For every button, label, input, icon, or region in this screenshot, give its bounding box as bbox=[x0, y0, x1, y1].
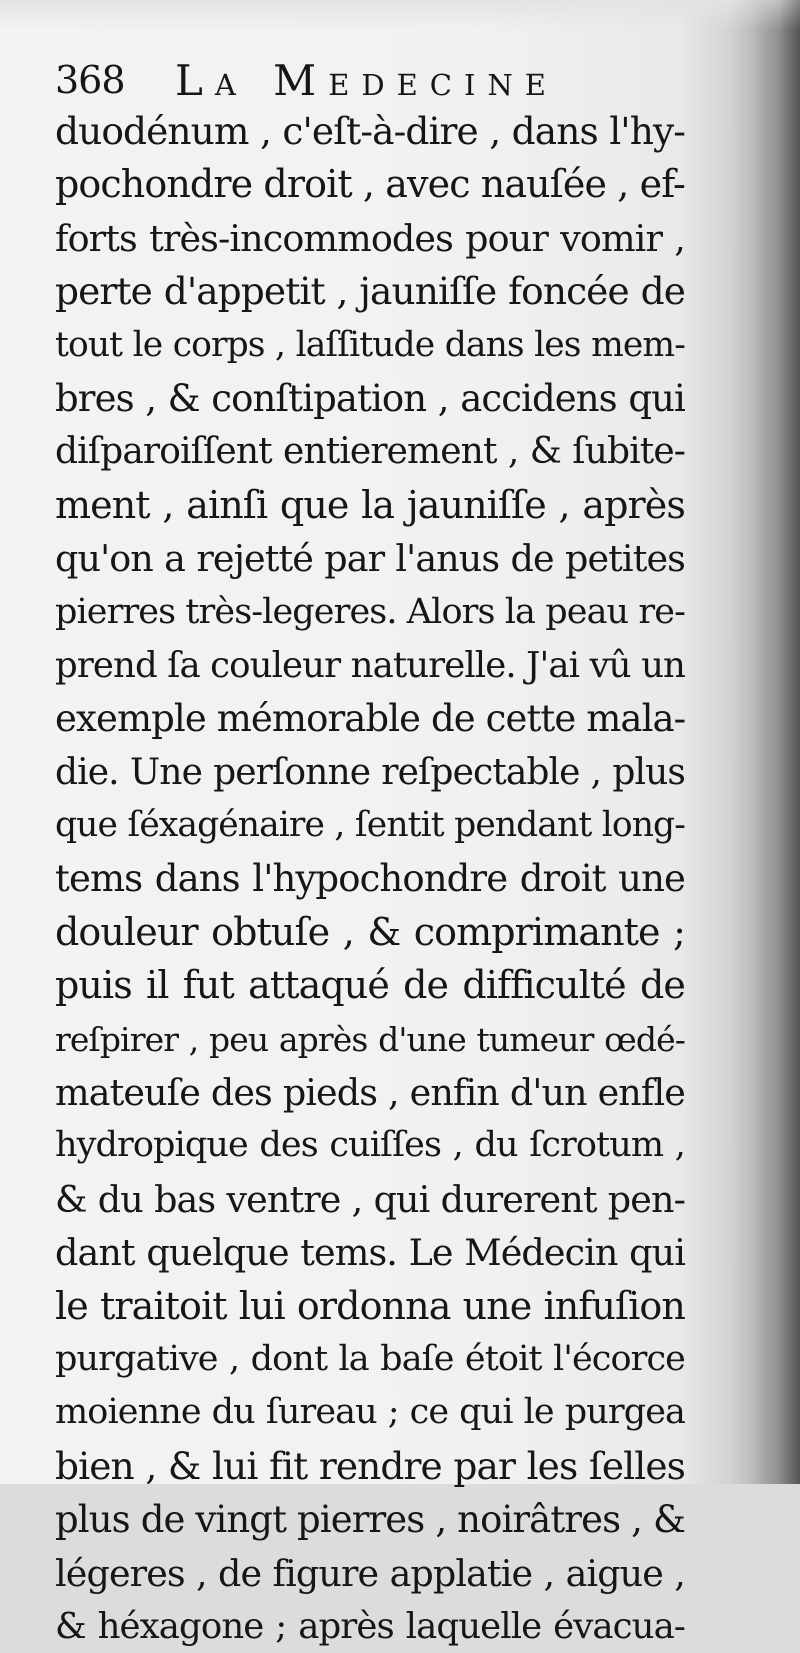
text-line: forts très-incommodes pour vomir , bbox=[55, 216, 685, 260]
text-line: die. Une perſonne reſpectable , plus bbox=[55, 751, 685, 793]
text-line: tout le corps , laſſitude dans les mem- bbox=[55, 324, 685, 365]
text-line: que ſéxagénaire , ſentit pendant long- bbox=[55, 805, 685, 846]
text-line: reſpirer , peu après d'une tumeur œdé- bbox=[55, 1019, 685, 1059]
text-line: moienne du ſureau ; ce qui le purgea bbox=[55, 1392, 685, 1433]
text-line: & du bas ventre , qui durerent pen- bbox=[55, 1177, 685, 1221]
text-line: prend ſa couleur naturelle. J'ai vû un bbox=[55, 644, 685, 686]
running-title: La Medecine bbox=[175, 56, 558, 105]
text-line: duodénum , c'eſt-à-dire , dans l'hy- bbox=[55, 109, 685, 153]
text-line: dant quelque tems. Le Médecin qui bbox=[55, 1231, 685, 1275]
text-line: exemple mémorable de cette mala- bbox=[55, 697, 686, 741]
text-line: purgative , dont la baſe étoit l'écorce bbox=[55, 1338, 685, 1379]
text-line: diſparoiſſent entierement , & ſubite- bbox=[55, 431, 685, 473]
text-line: puis il fut attaqué de difficulté de bbox=[55, 963, 685, 1008]
text-line: le traitoit lui ordonna une infuſion bbox=[55, 1283, 685, 1328]
text-line: bien , & lui fit rendre par les ſelles bbox=[55, 1443, 685, 1488]
text-line: pochondre droit , avec nauſée , ef- bbox=[55, 162, 685, 207]
text-line: bres , & conſtipation , accidens qui bbox=[55, 376, 685, 420]
text-line: plus de vingt pierres , noirâtres , & bbox=[55, 1498, 685, 1542]
text-line: mateuſe des pieds , enfin d'un enfle bbox=[55, 1071, 685, 1115]
text-line: ment , ainſi que la jauniſſe , après bbox=[55, 482, 685, 527]
page-header bbox=[55, 52, 675, 108]
text-line: douleur obtuſe , & comprimante ; bbox=[55, 909, 685, 954]
text-line: tems dans l'hypochondre droit une bbox=[55, 857, 685, 901]
body-text bbox=[55, 105, 685, 1653]
text-line: hydropique des cuiſſes , du ſcrotum , bbox=[55, 1125, 685, 1166]
page-number: 368 bbox=[55, 58, 125, 102]
text-line: & héxagone ; après laquelle évacua- bbox=[55, 1605, 685, 1647]
text-line: qu'on a rejetté par l'anus de petites bbox=[55, 537, 685, 581]
text-line: perte d'appetit , jauniſſe foncée de bbox=[55, 269, 685, 314]
text-line: pierres très-legeres. Alors la peau re- bbox=[55, 591, 685, 632]
text-line: légeres , de figure applatie , aigue , bbox=[55, 1551, 685, 1595]
